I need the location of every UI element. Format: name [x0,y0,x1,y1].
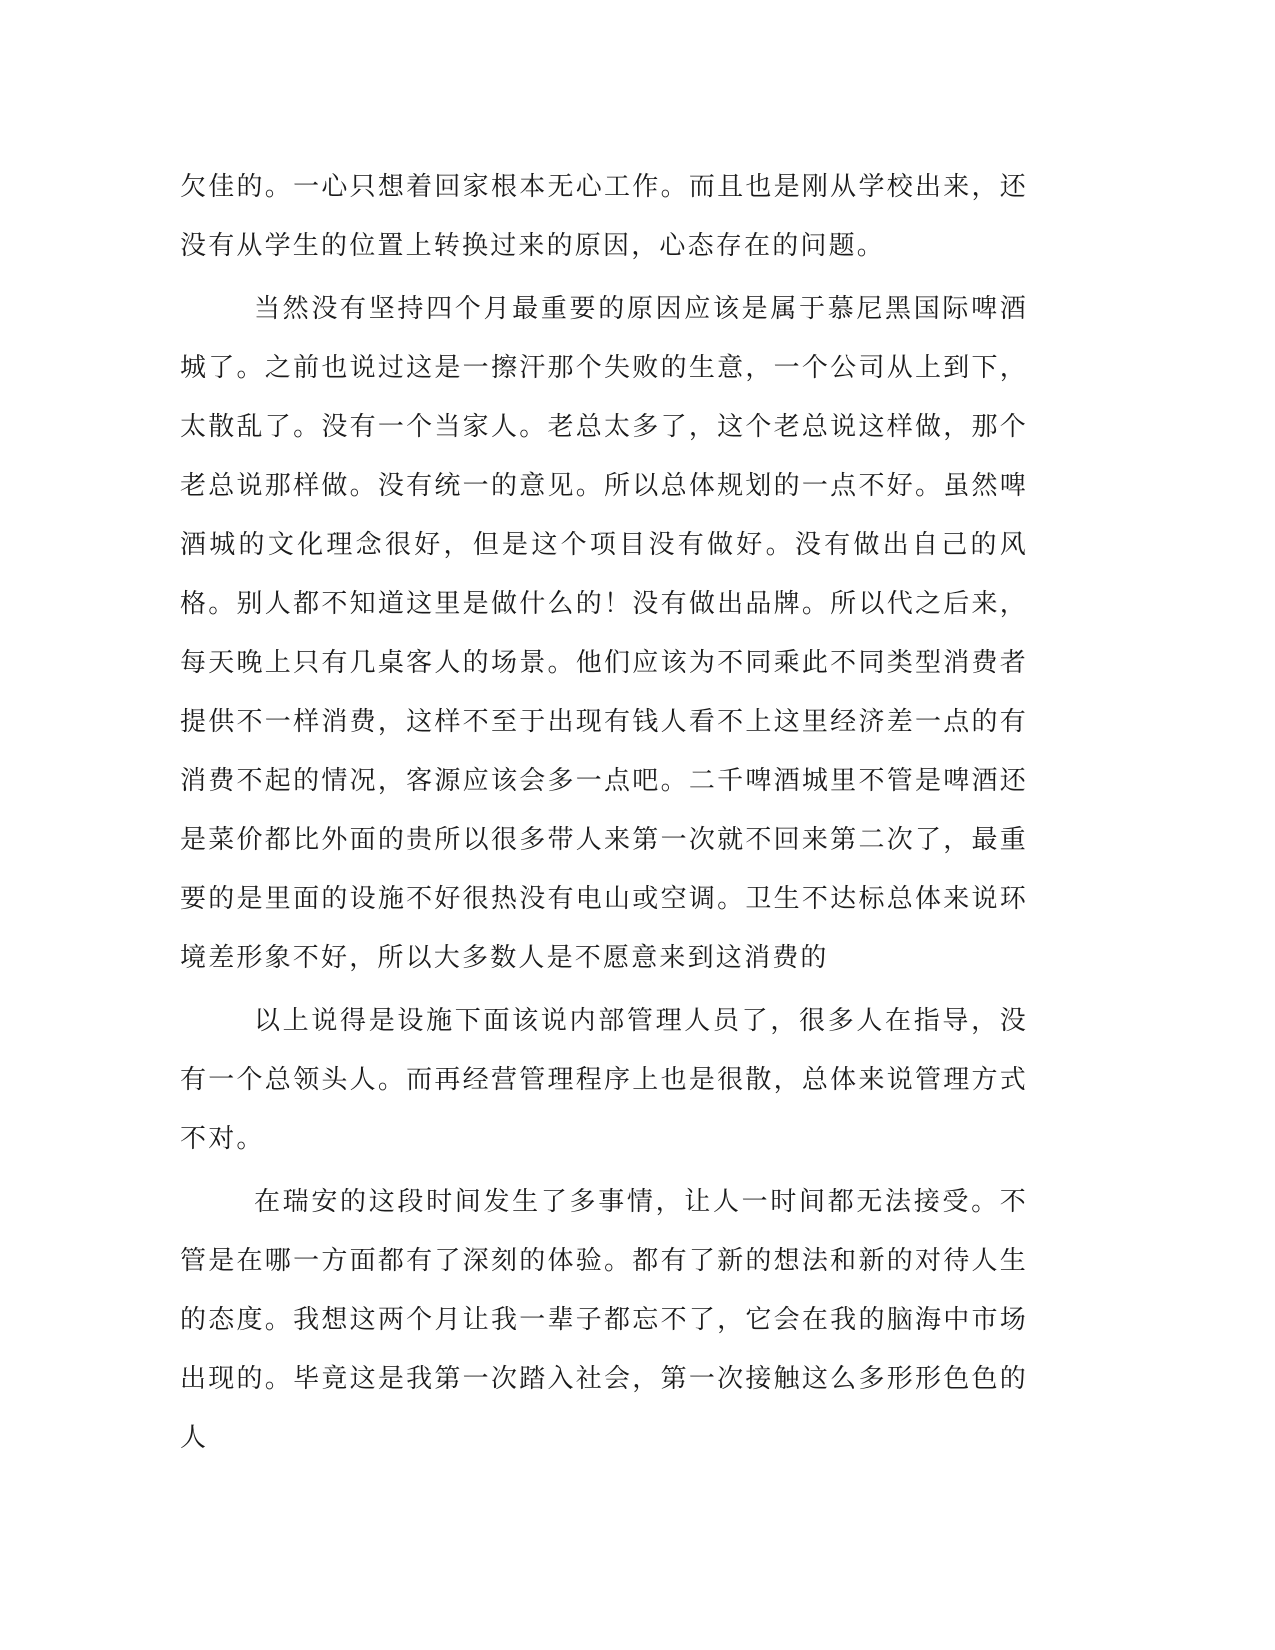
document-body [180,158,1028,1472]
paragraph-1: 欠佳的。一心只想着回家根本无心工作。而且也是刚从学校出来，还没有从学生的位置上转换过来的原因，心态存在的问题。 [180,172,1028,261]
paragraph-4: 在瑞安的这段时间发生了多事情，让人一时间都无法接受。不管是在哪一方面都有了深刻的体验。都有了新的想法和新的对待人生的态度。我想这两个月让我一辈子都忘不了，它会在我的脑海中市场出现的。毕竟这是我第一次踏入社会，第一次接触这么多形形色色的人 [180,1187,1028,1453]
paragraph-2: 当然没有坚持四个月最重要的原因应该是属于慕尼黑国际啤酒城了。之前也说过这是一擦汗那个失败的生意，一个公司从上到下，太散乱了。没有一个当家人。老总太多了，这个老总说这样做，那个老总说那样做。没有统一的意见。所以总体规划的一点不好。虽然啤酒城的文化理念很好，但是这个项目没有做好。没有做出自己的风格。别人都不知道这里是做什么的！没有做出品牌。所以代之后来，每天晚上只有几桌客人的场景。他们应该为不同乘此不同类型消费者提供不一样消费，这样不至于出现有钱人看不上这里经济差一点的有消费不起的情况，客源应该会多一点吧。二千啤酒城里不管是啤酒还是菜价都比外面的贵所以很多带人来第一次就不回来第二次了，最重要的是里面的设施不好很热没有电山或空调。卫生不达标总体来说环境差形象不好，所以大多数人是不愿意来到这消费的 [180,294,1028,973]
paragraph-3: 以上说得是设施下面该说内部管理人员了，很多人在指导，没有一个总领头人。而再经营管理程序上也是很散，总体来说管理方式不对。 [180,1006,1028,1154]
